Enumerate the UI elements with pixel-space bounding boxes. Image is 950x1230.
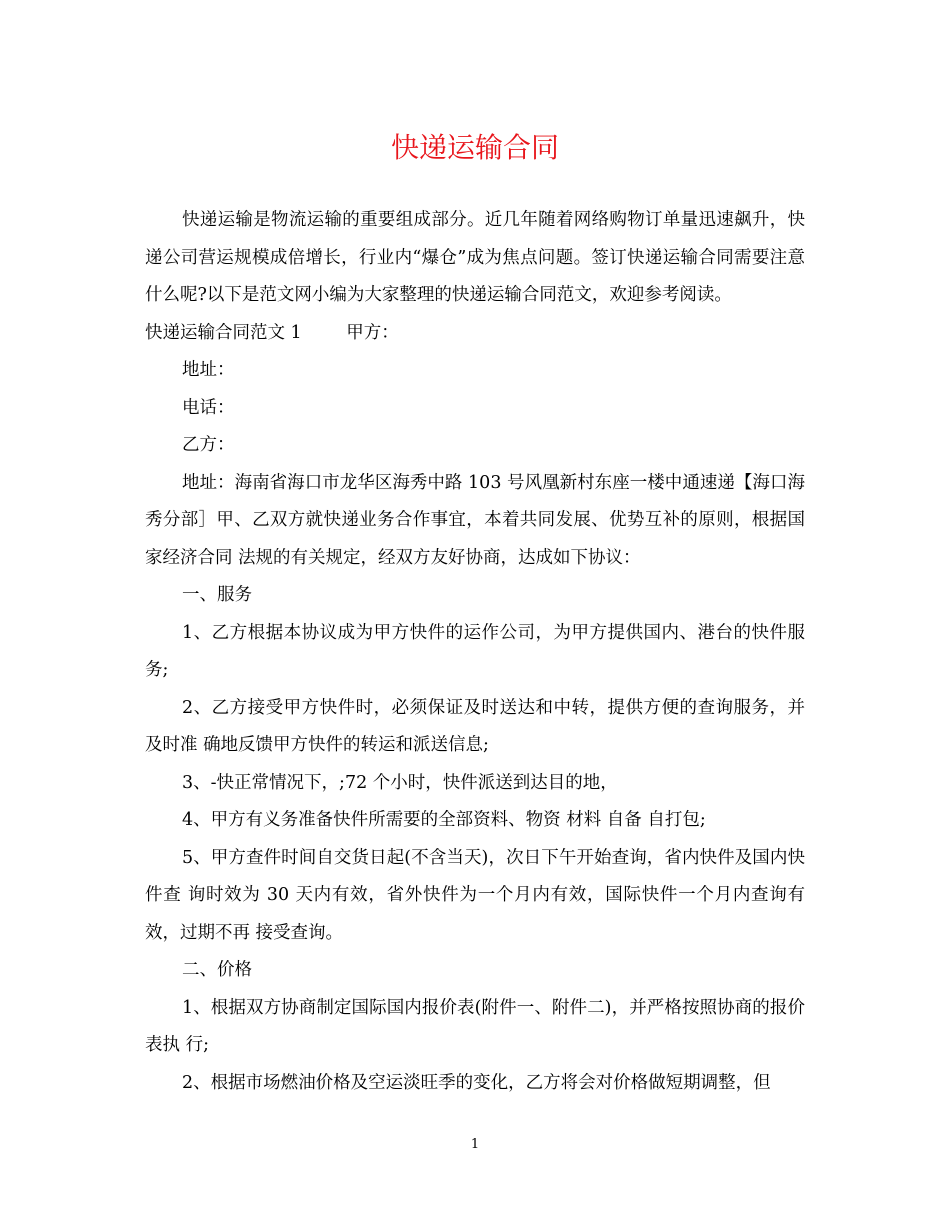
page-number: 1 xyxy=(470,1137,480,1152)
service-clause-3: 3、-快正常情况下，;72 个小时，快件派送到达目的地， xyxy=(182,772,618,793)
section-heading-price: 二、价格 xyxy=(182,960,252,980)
section-heading-service: 一、服务 xyxy=(182,585,252,605)
intro-paragraph: 快递运输是物流运输的重要组成部分。近几年随着网络购物订单量迅速飙升，快递公司营运规模成倍增长，行业内“爆仓”成为焦点问题。签订快递运输合同需要注意什么呢?以下是范文网小编为大家整理的快递运输合同范文，欢迎参考阅读。 xyxy=(145,210,805,305)
sample-heading: 快递运输合同范文 1 甲方： xyxy=(145,322,399,343)
service-clause-2: 2、乙方接受甲方快件时，必须保证及时送达和中转，提供方便的查询服务，并及时准 确地反馈甲方快件的转运和派送信息; xyxy=(145,697,805,755)
document-body xyxy=(145,202,805,1102)
party-b-address-paragraph: 地址：海南省海口市龙华区海秀中路 103 号风凰新村东座一楼中通速递【海口海秀分部］甲、乙双方就快递业务合作事宜，本着共同发展、优势互补的原则，根据国家经济合同 法规的有关规定，经双方友好协商，达成如下协议： xyxy=(145,472,805,568)
service-clause-5: 5、甲方查件时间自交货日起(不含当天)，次日下午开始查询，省内快件及国内快件查 询时效为 30 天内有效，省外快件为一个月内有效，国际快件一个月内查询有效，过期不再 接受查询。 xyxy=(145,847,805,943)
party-a-phone: 电话： xyxy=(182,397,235,418)
service-clause-1: 1、乙方根据本协议成为甲方快件的运作公司，为甲方提供国内、港台的快件服务; xyxy=(145,622,805,680)
service-clause-4: 4、甲方有义务准备快件所需要的全部资料、物资 材料 自备 自打包; xyxy=(182,810,706,830)
document-title: 快递运输合同 xyxy=(390,131,559,164)
party-b-label: 乙方： xyxy=(182,435,235,455)
party-a-address: 地址： xyxy=(182,360,235,380)
price-clause-1: 1、根据双方协商制定国际国内报价表(附件一、附件二)，并严格按照协商的报价表执 行; xyxy=(145,997,805,1055)
price-clause-2: 2、根据市场燃油价格及空运淡旺季的变化，乙方将会对价格做短期调整，但 xyxy=(182,1072,771,1093)
